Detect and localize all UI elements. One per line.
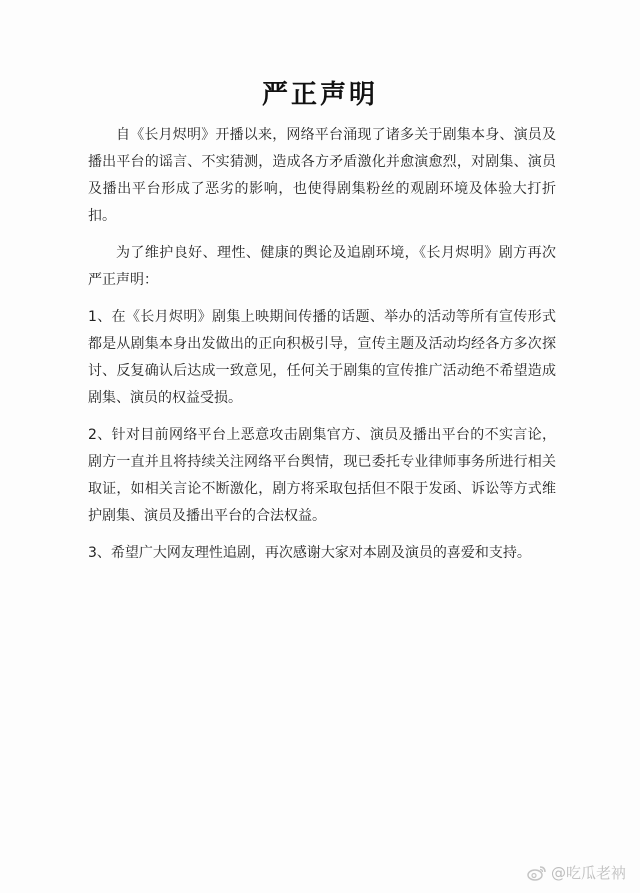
paragraph-point-1: 1、在《长月烬明》剧集上映期间传播的话题、举办的活动等所有宣传形式都是从剧集本身出发做出的正向积极引导，宣传主题及活动均经各方多次探讨、反复确认后达成一致意见，任何关于剧集的宣传推广活动绝不希望造成剧集、演员的权益受损。 — [88, 309, 556, 406]
watermark — [527, 862, 626, 883]
paragraph-intro: 自《长月烬明》开播以来，网络平台涌现了诸多关于剧集本身、演员及播出平台的谣言、不实猜测，造成各方矛盾激化并愈演愈烈，对剧集、演员及播出平台形成了恶劣的影响，也使得剧集粉丝的观剧环境及体验大打折扣。 — [88, 127, 556, 224]
paragraph-declaration: 为了维护良好、理性、健康的舆论及追剧环境，《长月烬明》剧方再次严正声明： — [88, 245, 556, 288]
watermark-text: @吃瓜老衲 — [550, 864, 626, 882]
page-title: 严正声明 — [261, 80, 378, 110]
weibo-icon — [527, 865, 547, 881]
paragraph-point-3: 3、希望广大网友理性追剧，再次感谢大家对本剧及演员的喜爱和支持。 — [88, 545, 531, 561]
statement-body — [88, 122, 556, 577]
paragraph-point-2: 2、针对目前网络平台上恶意攻击剧集官方、演员及播出平台的不实言论，剧方一直并且将持续关注网络平台舆情，现已委托专业律师事务所进行相关取证，如相关言论不断激化，剧方将采取包括但不限于发函、诉讼等方式维护剧集、演员及播出平台的合法权益。 — [88, 427, 556, 524]
